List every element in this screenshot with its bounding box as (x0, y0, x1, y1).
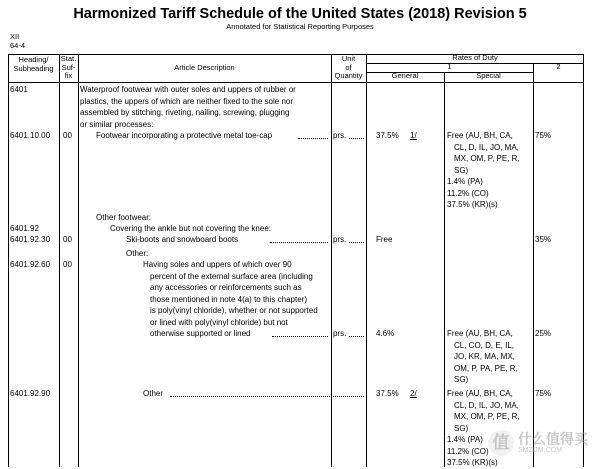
col-divider-desc (331, 54, 332, 467)
desc-6401-92-30: Ski-boots and snowboard boots (126, 235, 239, 244)
heading-6401: 6401 (10, 85, 28, 94)
leader-dots-6401-92-30 (270, 242, 328, 243)
header-column-2: 2 (556, 62, 561, 71)
stat-6401-10-00: 00 (63, 131, 72, 140)
leader-dots-6401-92-90 (170, 396, 364, 397)
unit-dots-6401-10 (349, 138, 364, 139)
page-title: Harmonized Tariff Schedule of the United States (2018) Revision 5 (73, 6, 527, 22)
unit-6401-92-60: prs. (333, 329, 347, 338)
chapter-page-ref: 64-4 (10, 41, 26, 50)
desc-6401-10-00: Footwear incorporating a protective metal toe-cap (96, 131, 273, 140)
general-6401-92-60: 4.6% (376, 329, 395, 338)
general-6401-92-30: Free (376, 235, 393, 244)
heading-6401-10-00: 6401.10.00 (10, 131, 51, 140)
footnote-6401-10-00: 1/ (410, 131, 417, 140)
special-6401-92-90: Free (AU, BH, CA, CL, D, IL, JO, MA, MX, OM, P, PE, R, SG) 1.4% (PA) 11.2% (CO) 37.5% (KR)(s) (447, 389, 520, 467)
desc-6401: Waterproof footwear with outer soles and uppers of rubber or plastics, the uppers of which are neither fixed to the sole nor assembled by stitching, riveting, nailing, screwing, plugging or similar processes: (80, 85, 296, 129)
heading-6401-92: 6401.92 (10, 224, 39, 233)
unit-6401-10-00: prs. (333, 131, 347, 140)
tariff-table (8, 54, 584, 467)
special-6401-10-00: Free (AU, BH, CA, CL, D, IL, JO, MA, MX, OM, P, PE, R, SG) 1.4% (PA) 11.2% (CO) 37.5% (KR)(s) (447, 131, 520, 209)
col2-6401-92-30: 35% (535, 235, 552, 244)
col-divider-unit (366, 54, 367, 467)
watermark-text: 什么值得买 (518, 431, 588, 447)
header-unit: Unit of Quantity (334, 54, 363, 80)
header-stat-suffix: Stat. Suf- fix (60, 54, 77, 80)
desc-other-footwear: Other footwear: (96, 213, 152, 222)
unit-dots-6401-92-30 (349, 242, 364, 243)
page-subtitle: Annotated for Statistical Reporting Purposes (226, 22, 374, 31)
watermark-icon: 值 (488, 430, 514, 456)
heading-6401-92-30: 6401.92.30 (10, 235, 51, 244)
heading-6401-92-90: 6401.92.90 (10, 389, 51, 398)
unit-dots-6401-92-60 (349, 336, 364, 337)
desc-6401-92-60: Having soles and uppers of which over 90 percent of the external surface area (including any accessories or reinforcements such as those mentioned in note 4(a) to this chapter) is poly(vinyl chloride), whether or not supported or lined with poly(vinyl chloride) but not otherwise supported or lined (143, 260, 318, 338)
header-rates-of-duty: Rates of Duty (452, 53, 498, 62)
section-number: XII (10, 32, 20, 41)
stat-6401-92-60: 00 (63, 260, 72, 269)
leader-dots-6401-10 (298, 138, 328, 139)
unit-6401-92-30: prs. (333, 235, 347, 244)
header-description: Article Description (174, 63, 235, 72)
header-bottom-border (8, 82, 584, 83)
general-6401-10-00: 37.5% (376, 131, 399, 140)
general-6401-92-90: 37.5% (376, 389, 399, 398)
col2-6401-92-90: 75% (535, 389, 552, 398)
footnote-6401-92-90: 2/ (410, 389, 417, 398)
desc-6401-92-90: Other (143, 389, 164, 398)
header-heading: Heading/ Subheading (13, 55, 54, 73)
heading-6401-92-60: 6401.92.60 (10, 260, 51, 269)
col-divider-general (444, 72, 445, 467)
header-special: Special (476, 71, 501, 80)
special-6401-92-60: Free (AU, BH, CA, CL, CO, D, E, IL, JO, KR, MA, MX, OM, P, PA, PE, R, SG) (447, 329, 518, 384)
desc-other-6401-92: Other: (126, 249, 149, 258)
col2-6401-10-00: 75% (535, 131, 552, 140)
header-general: General (391, 71, 419, 80)
table-right-border (583, 54, 584, 467)
watermark-subtext: SMZDM.COM (518, 447, 562, 454)
col-divider-col2 (533, 63, 534, 467)
stat-6401-92-30: 00 (63, 235, 72, 244)
leader-dots-6401-92-60 (272, 336, 328, 337)
watermark-logo (488, 425, 598, 465)
col-divider-heading (59, 54, 60, 467)
header-column-1: 1 (447, 62, 452, 71)
desc-covering-ankle: Covering the ankle but not covering the knee: (110, 224, 271, 233)
table-left-border (8, 54, 9, 467)
col2-6401-92-60: 25% (535, 329, 552, 338)
col-divider-stat (78, 54, 79, 467)
section-reference (10, 32, 25, 50)
